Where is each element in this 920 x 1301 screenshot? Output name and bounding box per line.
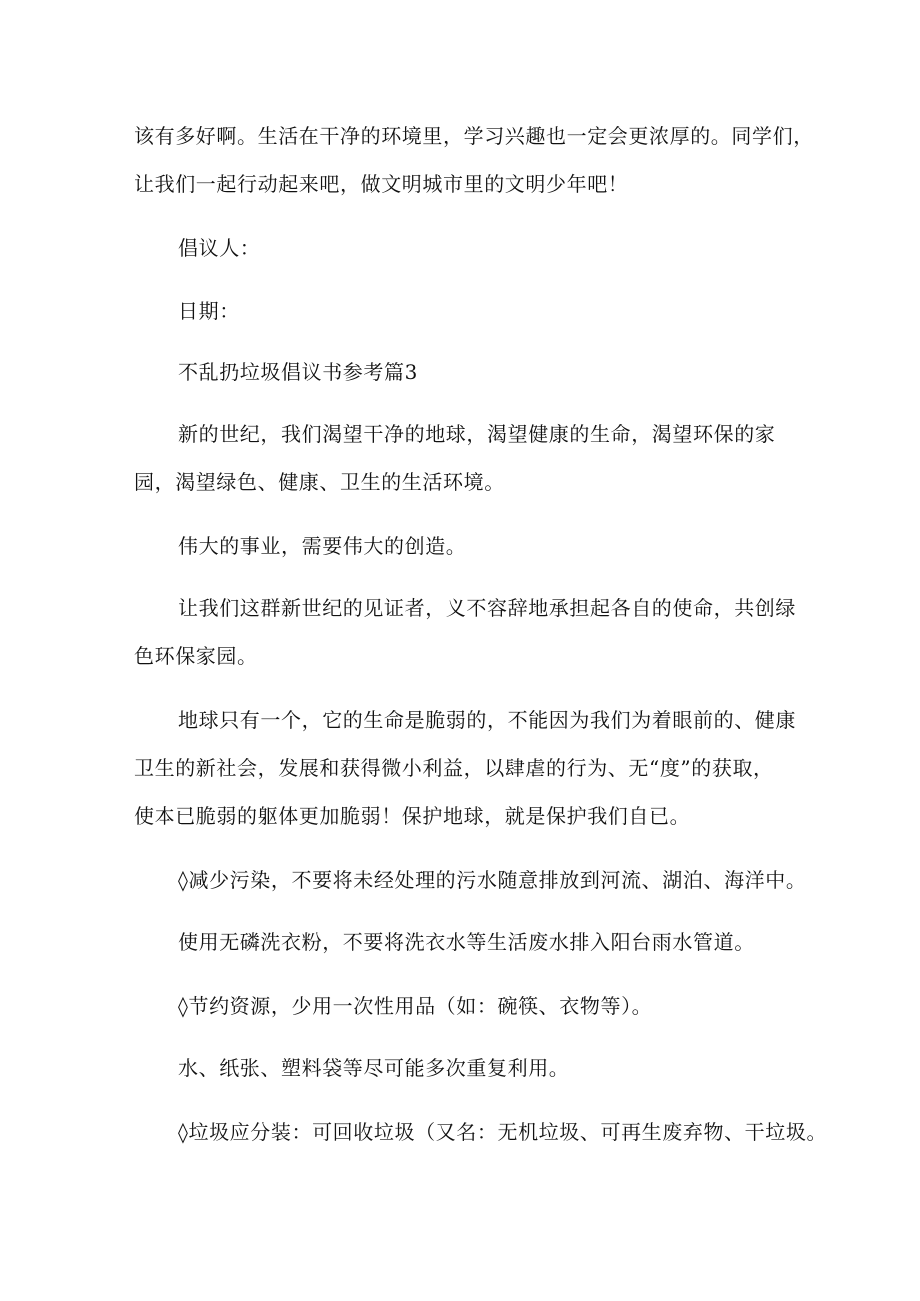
signatory-label: 倡议人： <box>178 236 261 260</box>
text-line: 让我们一起行动起来吧，做文明城市里的文明少年吧！ <box>134 172 629 196</box>
date-label: 日期： <box>178 299 240 323</box>
text-line: 园，渴望绿色、健康、卫生的生活环境。 <box>134 470 505 494</box>
text-line: 使用无磷洗衣粉，不要将洗衣水等生活废水排入阳台雨水管道。 <box>178 930 755 954</box>
bullet-item: ◊减少污染，不要将未经处理的污水随意排放到河流、湖泊、海洋中。 <box>178 868 807 892</box>
text-line: 色环保家园。 <box>134 644 258 668</box>
bullet-item: ◊垃圾应分装：可回收垃圾（又名：无机垃圾、可再生废弃物、干垃圾。 <box>178 1120 828 1144</box>
text-line: 使本已脆弱的躯体更加脆弱！保护地球，就是保护我们自已。 <box>134 804 691 828</box>
bullet-item: ◊节约资源，少用一次性用品（如：碗筷、衣物等）。 <box>178 994 653 1018</box>
text-line: 伟大的事业，需要伟大的创造。 <box>178 534 467 558</box>
text-line: 该有多好啊。生活在干净的环境里，学习兴趣也一定会更浓厚的。同学们， <box>134 124 814 148</box>
text-line: 卫生的新社会，发展和获得微小利益，以肆虐的行为、无“度”的获取， <box>134 756 774 780</box>
text-line: 让我们这群新世纪的见证者，义不容辞地承担起各自的使命，共创绿 <box>178 596 796 620</box>
text-line: 水、纸张、塑料袋等尽可能多次重复利用。 <box>178 1056 570 1080</box>
text-line: 地球只有一个，它的生命是脆弱的，不能因为我们为着眼前的、健康 <box>178 708 796 732</box>
section-title: 不乱扔垃圾倡议书参考篇3 <box>178 360 418 384</box>
text-line: 新的世纪，我们渴望干净的地球，渴望健康的生命，渴望环保的家 <box>178 422 776 446</box>
